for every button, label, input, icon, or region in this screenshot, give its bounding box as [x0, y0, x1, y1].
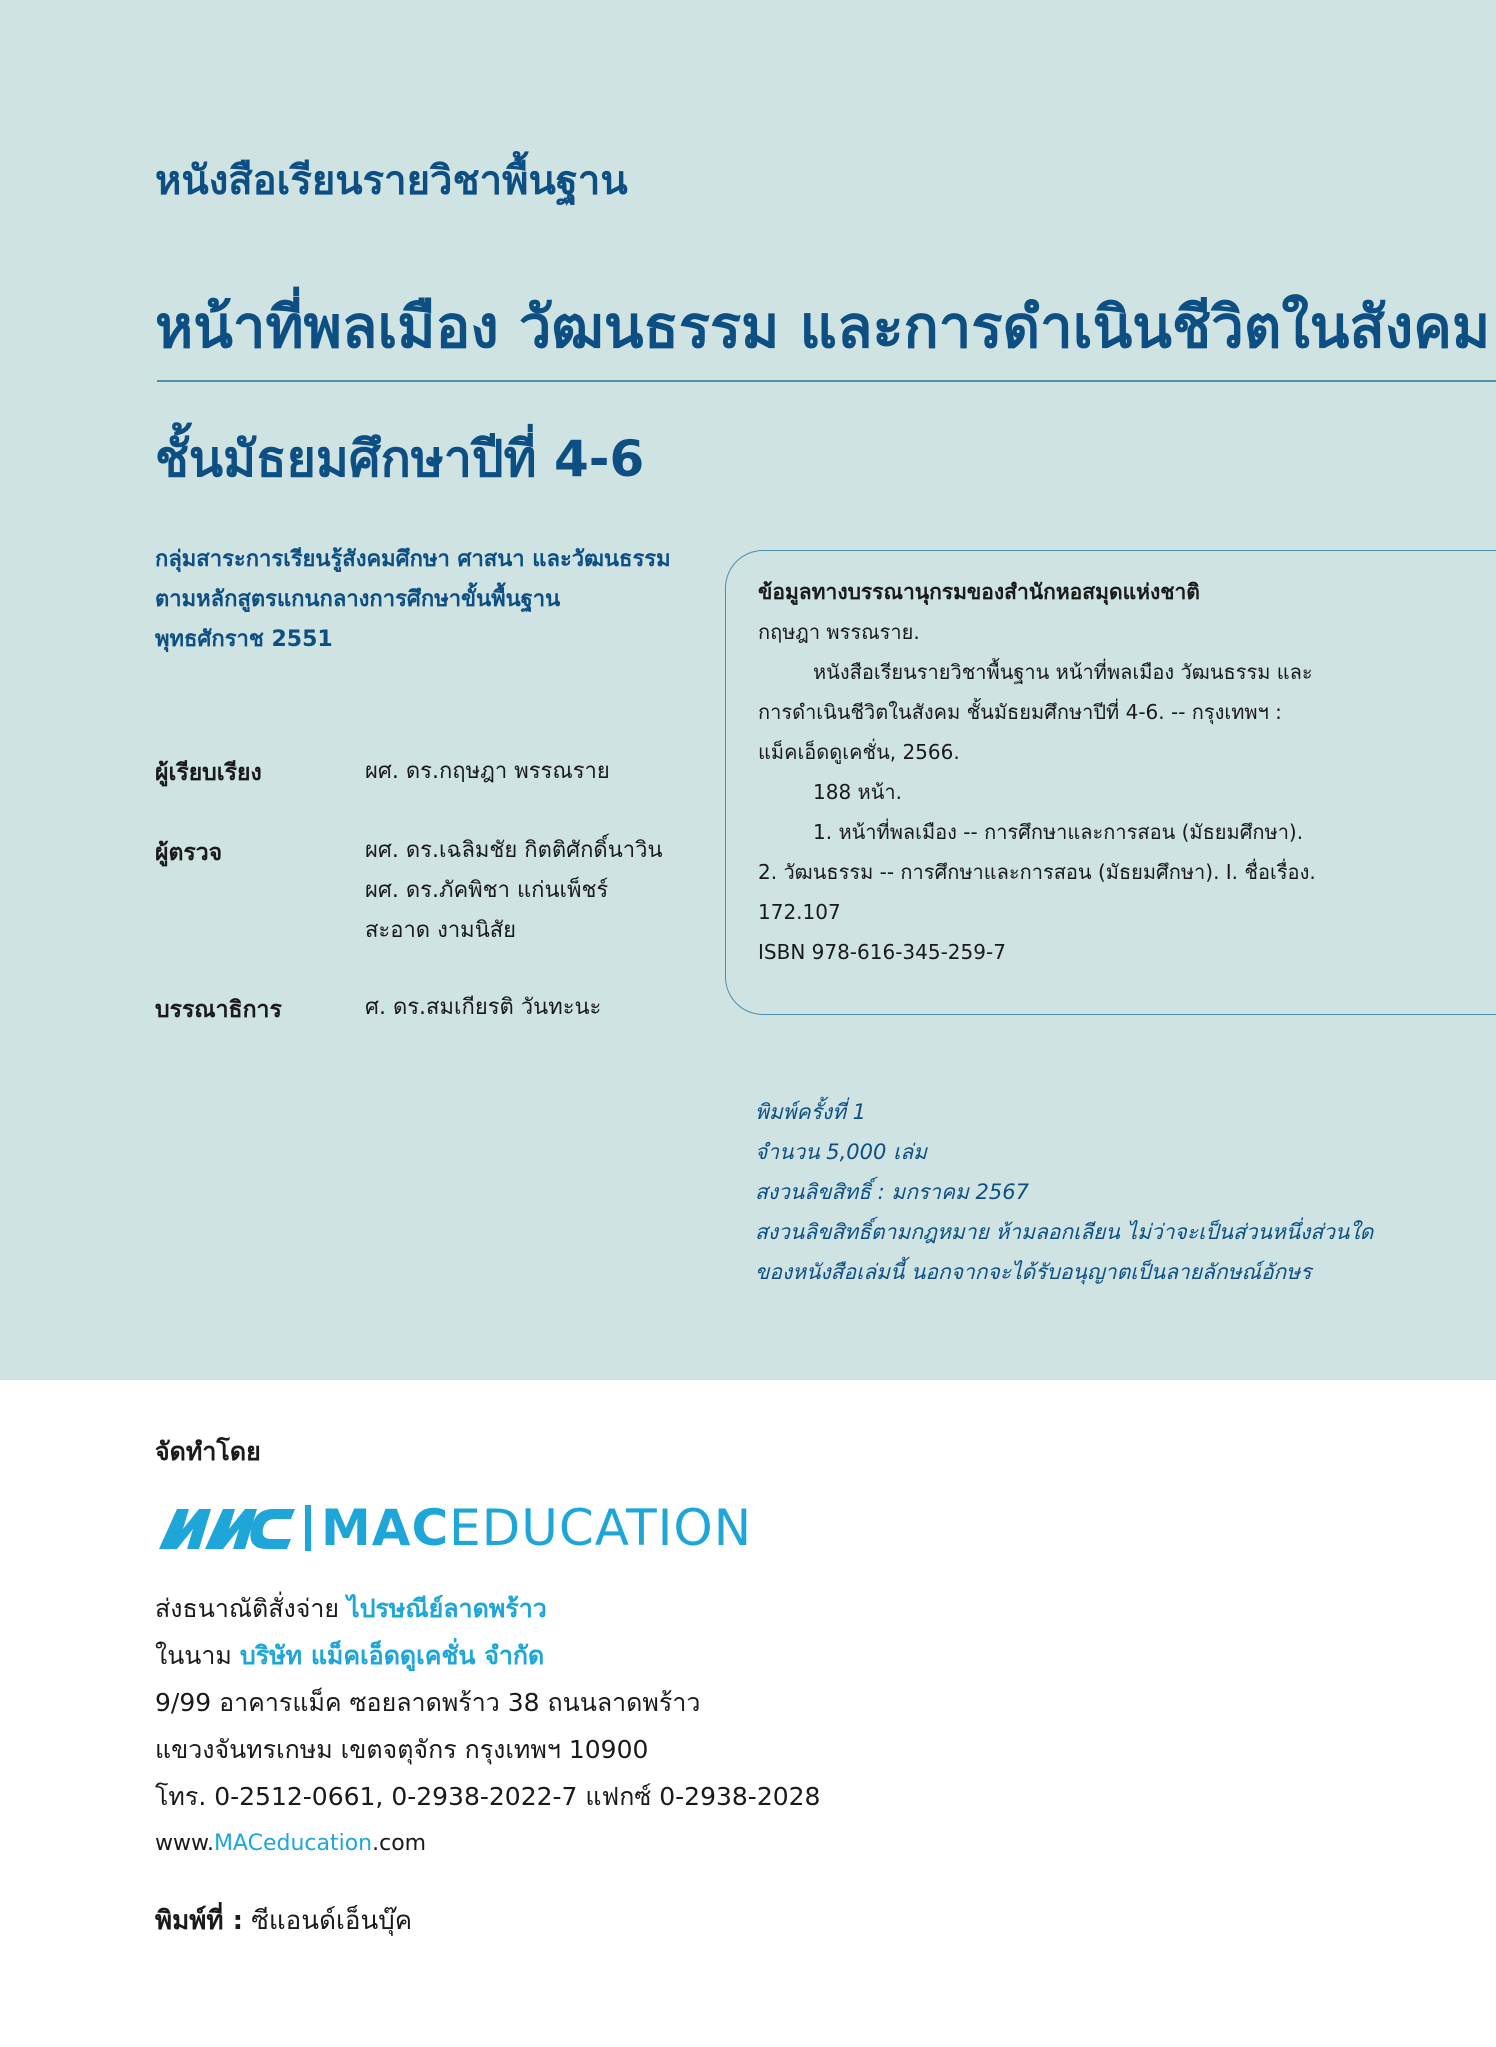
author-name: ผศ. ดร.กฤษฎา พรรณราย	[365, 759, 610, 784]
cip-heading: ข้อมูลทางบรรณานุกรมของสำนักหอสมุดแห่งชาติ	[758, 580, 1200, 604]
cip-line: ISBN 978-616-345-259-7	[758, 940, 1006, 964]
author-name-list	[365, 752, 610, 792]
book-title: หน้าที่พลเมือง วัฒนธรรม และการดำเนินชีวิตในสังคม	[155, 293, 1491, 361]
print-info-line: พิมพ์ครั้งที่ 1	[755, 1100, 866, 1124]
print-info-line: สงวนลิขสิทธิ์ : มกราคม 2567	[755, 1180, 1029, 1204]
address-line: แขวงจันทรเกษม เขตจตุจักร กรุงเทพฯ 10900	[155, 1735, 649, 1764]
company-name: บริษัท แม็คเอ็ดดูเคชั่น จำกัด	[239, 1641, 545, 1670]
cip-line: 172.107	[758, 900, 841, 924]
reviewer-label: ผู้ตรวจ	[155, 840, 223, 866]
cip-record	[758, 572, 1378, 972]
cip-line: กฤษฎา พรรณราย.	[758, 620, 920, 644]
author-label: ผู้เรียบเรียง	[155, 760, 262, 786]
website-suffix: .com	[372, 1831, 427, 1856]
print-info-line: จำนวน 5,000 เล่ม	[755, 1140, 927, 1164]
grade-level: ชั้นมัธยมศึกษาปีที่ 4-6	[155, 430, 645, 488]
website-link[interactable]	[155, 1820, 820, 1867]
logo-wordmark-light: EDUCATION	[449, 1499, 753, 1557]
cip-line: 1. หน้าที่พลเมือง -- การศึกษาและการสอน (มัธยมศึกษา).	[813, 820, 1304, 844]
company-line	[155, 1632, 820, 1679]
logo-wordmark	[321, 1500, 752, 1556]
reviewer-name-list	[365, 831, 663, 951]
printer-label: พิมพ์ที่ :	[155, 1906, 244, 1936]
website-prefix: www.	[155, 1831, 214, 1856]
money-order-line	[155, 1585, 820, 1632]
cip-line: การดำเนินชีวิตในสังคม ชั้นมัธยมศึกษาปีที่ 4-6. -- กรุงเทพฯ :	[758, 700, 1282, 724]
company-prefix: ในนาม	[155, 1641, 232, 1670]
cip-line: แม็คเอ็ดดูเคชั่น, 2566.	[758, 740, 960, 764]
logo-divider	[305, 1505, 311, 1551]
title-divider	[157, 380, 1496, 382]
printer-name: ซีแอนด์เอ็นบุ๊ค	[251, 1906, 413, 1936]
publisher-logo	[155, 1500, 752, 1556]
subject-group	[155, 540, 671, 660]
print-info-line: ของหนังสือเล่มนี้ นอกจากจะได้รับอนุญาตเป็นลายลักษณ์อักษร	[755, 1260, 1312, 1284]
editor-name-list	[365, 988, 601, 1028]
print-info	[755, 1092, 1373, 1292]
series-label: หนังสือเรียนรายวิชาพื้นฐาน	[155, 158, 628, 204]
cip-line: 2. วัฒนธรรม -- การศึกษาและการสอน (มัธยมศึกษา). I. ชื่อเรื่อง.	[758, 860, 1316, 884]
editor-label: บรรณาธิการ	[155, 997, 282, 1023]
subject-line: กลุ่มสาระการเรียนรู้สังคมศึกษา ศาสนา และวัฒนธรรม	[155, 547, 671, 572]
subject-line: ตามหลักสูตรแกนกลางการศึกษาขั้นพื้นฐาน	[155, 587, 561, 612]
reviewer-name: ผศ. ดร.ภัคพิชา แก่นเพ็ชร์	[365, 878, 609, 903]
printer-line	[155, 1900, 412, 1941]
publisher-contact	[155, 1585, 820, 1867]
made-by-label: จัดทำโดย	[155, 1437, 261, 1466]
reviewer-name: สะอาด งามนิสัย	[365, 918, 517, 943]
mac-logo-mark-icon	[155, 1503, 297, 1553]
money-order-office: ไปรษณีย์ลาดพร้าว	[347, 1594, 547, 1623]
logo-wordmark-bold: MAC	[321, 1499, 450, 1557]
website-name: MACeducation	[213, 1831, 373, 1856]
reviewer-name: ผศ. ดร.เฉลิมชัย กิตติศักดิ์นาวิน	[365, 838, 663, 863]
editor-name: ศ. ดร.สมเกียรติ วันทะนะ	[365, 995, 602, 1020]
address-line: 9/99 อาคารแม็ค ซอยลาดพร้าว 38 ถนนลาดพร้าว	[155, 1688, 701, 1717]
cip-line: 188 หน้า.	[813, 780, 902, 804]
subject-line: พุทธศักราช 2551	[155, 627, 333, 652]
money-order-prefix: ส่งธนาณัติสั่งจ่าย	[155, 1594, 340, 1623]
print-info-line: สงวนลิขสิทธิ์ตามกฎหมาย ห้ามลอกเลียน ไม่ว่าจะเป็นส่วนหนึ่งส่วนใด	[755, 1220, 1374, 1244]
cip-line: หนังสือเรียนรายวิชาพื้นฐาน หน้าที่พลเมือง วัฒนธรรม และ	[813, 660, 1313, 684]
phone-line: โทร. 0-2512-0661, 0-2938-2022-7 แฟกซ์ 0-2938-2028	[155, 1782, 821, 1811]
